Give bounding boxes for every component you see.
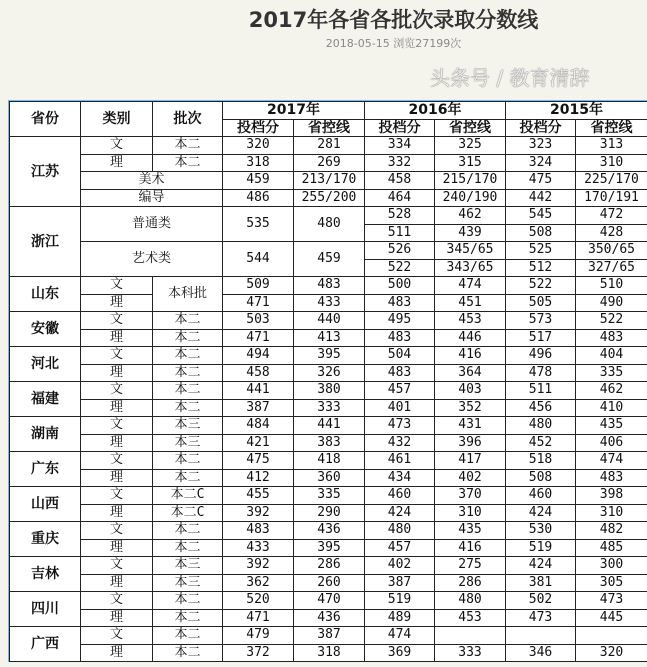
table-cell: 281 [294, 137, 365, 155]
table-cell: 320 [223, 137, 294, 155]
table-row [10, 644, 647, 662]
table-cell: 本二 [153, 364, 223, 382]
table-cell: 本二 [153, 312, 223, 330]
table-cell: 483 [223, 522, 294, 540]
table-cell: 473 [365, 417, 435, 435]
table-cell: 352 [435, 399, 506, 417]
header-control-line: 省控线 [576, 119, 647, 137]
table-cell: 305 [576, 574, 647, 592]
province-cell: 山西 [10, 487, 81, 522]
header-year-2015: 2015年 [506, 102, 647, 120]
table-cell: 本二 [153, 522, 223, 540]
table-cell: 535 [223, 207, 294, 242]
table-cell: 315 [435, 154, 506, 172]
table-cell: 436 [294, 609, 365, 627]
table-cell: 艺术类 [81, 242, 223, 277]
table-cell: 479 [223, 627, 294, 645]
table-cell: 本二 [153, 592, 223, 610]
table-cell: 424 [506, 557, 576, 575]
table-cell: 505 [506, 294, 576, 312]
table-cell: 310 [435, 504, 506, 522]
table-cell: 文 [81, 277, 153, 295]
table-cell: 本二 [153, 469, 223, 487]
table-cell: 326 [294, 364, 365, 382]
table-cell: 511 [506, 382, 576, 400]
table-cell: 260 [294, 574, 365, 592]
article-title: 2017年各省各批次录取分数线 [248, 8, 539, 32]
table-cell: 522 [576, 312, 647, 330]
table-cell: 335 [294, 487, 365, 505]
table-cell: 本二 [153, 382, 223, 400]
table-cell: 文 [81, 312, 153, 330]
table-cell: 459 [294, 242, 365, 277]
province-cell: 浙江 [10, 207, 81, 277]
table-cell: 441 [294, 417, 365, 435]
table-cell: 435 [435, 522, 506, 540]
province-cell: 重庆 [10, 522, 81, 557]
table-cell: 404 [576, 347, 647, 365]
table-cell: 美术 [81, 172, 223, 190]
watermark: 头条号 / 教育清辞 [430, 66, 590, 90]
province-cell: 广东 [10, 452, 81, 487]
header-row [10, 102, 647, 120]
table-cell: 理 [81, 644, 153, 662]
table-cell: 456 [506, 399, 576, 417]
table-cell: 本二 [153, 452, 223, 470]
table-cell: 333 [294, 399, 365, 417]
table-cell: 本二 [153, 329, 223, 347]
table-cell: 413 [294, 329, 365, 347]
table-cell: 普通类 [81, 207, 223, 242]
table-cell: 364 [435, 364, 506, 382]
table-row [10, 172, 647, 190]
table-cell: 225/170 [576, 172, 647, 190]
province-cell: 湖南 [10, 417, 81, 452]
header-admission-score: 投档分 [223, 119, 294, 137]
table-row [10, 399, 647, 417]
table-row [10, 487, 647, 505]
table-cell: 文 [81, 592, 153, 610]
table-cell: 440 [294, 312, 365, 330]
table-cell: 170/191 [576, 189, 647, 207]
table-cell: 理 [81, 154, 153, 172]
table-cell: 480 [294, 207, 365, 242]
table-row [10, 207, 647, 225]
table-row [10, 137, 647, 155]
table-cell: 473 [576, 592, 647, 610]
table-row [10, 242, 647, 260]
table-cell: 517 [506, 329, 576, 347]
table-cell: 310 [576, 154, 647, 172]
table-cell: 323 [506, 137, 576, 155]
table-cell: 486 [223, 189, 294, 207]
table-cell: 编导 [81, 189, 223, 207]
table-cell: 473 [506, 609, 576, 627]
table-row [10, 329, 647, 347]
header-batch: 批次 [153, 102, 223, 137]
table-row [10, 609, 647, 627]
header-control-line: 省控线 [435, 119, 506, 137]
table-cell: 458 [365, 172, 435, 190]
table-row [10, 452, 647, 470]
table-cell: 334 [365, 137, 435, 155]
table-cell: 483 [365, 294, 435, 312]
province-cell: 福建 [10, 382, 81, 417]
table-cell: 理 [81, 539, 153, 557]
table-cell: 372 [223, 644, 294, 662]
table-cell: 483 [365, 364, 435, 382]
table-row [10, 277, 647, 295]
table-cell: 482 [576, 522, 647, 540]
header-admission-score: 投档分 [365, 119, 435, 137]
table-cell: 494 [223, 347, 294, 365]
score-table-container [8, 100, 647, 662]
province-cell: 江苏 [10, 137, 81, 207]
table-cell: 480 [506, 417, 576, 435]
table-cell: 424 [506, 504, 576, 522]
table-cell: 文 [81, 417, 153, 435]
table-cell: 402 [365, 557, 435, 575]
table-cell: 483 [294, 277, 365, 295]
table-cell: 435 [576, 417, 647, 435]
table-cell: 475 [506, 172, 576, 190]
table-cell: 431 [435, 417, 506, 435]
table-cell: 本二 [153, 609, 223, 627]
table-cell: 500 [365, 277, 435, 295]
table-cell: 理 [81, 399, 153, 417]
table-cell: 475 [223, 452, 294, 470]
table-row [10, 557, 647, 575]
table-row [10, 347, 647, 365]
table-cell: 理 [81, 294, 153, 312]
table-row [10, 574, 647, 592]
table-cell: 460 [506, 487, 576, 505]
table-cell: 362 [223, 574, 294, 592]
table-cell: 369 [365, 644, 435, 662]
table-cell: 457 [365, 539, 435, 557]
table-cell: 本二 [153, 399, 223, 417]
table-cell: 412 [223, 469, 294, 487]
table-cell: 345/65 [435, 242, 506, 260]
table-cell: 325 [435, 137, 506, 155]
table-cell: 480 [435, 592, 506, 610]
table-cell: 290 [294, 504, 365, 522]
table-cell: 213/170 [294, 172, 365, 190]
table-cell: 485 [576, 539, 647, 557]
table-cell: 483 [576, 329, 647, 347]
table-cell: 文 [81, 627, 153, 645]
table-cell: 402 [435, 469, 506, 487]
table-cell: 522 [365, 259, 435, 277]
table-cell: 496 [506, 347, 576, 365]
table-cell: 478 [506, 364, 576, 382]
table-cell: 320 [576, 644, 647, 662]
table-cell: 310 [576, 504, 647, 522]
table-cell: 525 [506, 242, 576, 260]
table-row [10, 417, 647, 435]
table-cell: 文 [81, 487, 153, 505]
table-cell: 本三 [153, 574, 223, 592]
table-cell: 本二 [153, 644, 223, 662]
header-year-2016: 2016年 [365, 102, 506, 120]
table-cell: 459 [223, 172, 294, 190]
table-cell: 460 [365, 487, 435, 505]
table-cell: 441 [223, 382, 294, 400]
table-cell: 458 [223, 364, 294, 382]
table-cell: 446 [435, 329, 506, 347]
table-cell: 452 [506, 434, 576, 452]
table-cell: 383 [294, 434, 365, 452]
table-body [10, 137, 647, 662]
table-cell: 470 [294, 592, 365, 610]
table-cell: 370 [435, 487, 506, 505]
table-cell: 418 [294, 452, 365, 470]
table-cell: 本三 [153, 417, 223, 435]
table-cell: 本科批 [153, 277, 223, 312]
article-meta: 2018-05-15 浏览27199次 [325, 37, 462, 50]
table-cell: 417 [435, 452, 506, 470]
table-cell: 文 [81, 347, 153, 365]
table-cell: 387 [294, 627, 365, 645]
table-cell: 428 [576, 224, 647, 242]
table-cell: 文 [81, 137, 153, 155]
table-cell: 511 [365, 224, 435, 242]
table-cell: 474 [365, 627, 435, 645]
table-cell: 451 [435, 294, 506, 312]
table-cell: 324 [506, 154, 576, 172]
table-cell: 文 [81, 522, 153, 540]
table-cell: 395 [294, 539, 365, 557]
table-cell: 理 [81, 364, 153, 382]
header-year-2017: 2017年 [223, 102, 365, 120]
table-cell: 512 [506, 259, 576, 277]
table-cell: 434 [365, 469, 435, 487]
table-cell: 410 [576, 399, 647, 417]
table-cell: 文 [81, 452, 153, 470]
table-cell: 本二 [153, 627, 223, 645]
table-cell: 503 [223, 312, 294, 330]
table-cell: 528 [365, 207, 435, 225]
table-cell: 360 [294, 469, 365, 487]
table-cell: 453 [435, 312, 506, 330]
table-cell: 509 [223, 277, 294, 295]
table-cell: 本二C [153, 504, 223, 522]
table-cell: 526 [365, 242, 435, 260]
table-cell: 439 [435, 224, 506, 242]
table-cell: 本三 [153, 434, 223, 452]
table-cell: 424 [365, 504, 435, 522]
table-cell: 518 [506, 452, 576, 470]
table-cell: 318 [223, 154, 294, 172]
table-cell: 381 [506, 574, 576, 592]
table-cell: 346 [506, 644, 576, 662]
table-cell: 495 [365, 312, 435, 330]
header-type: 类别 [81, 102, 153, 137]
table-cell: 453 [435, 609, 506, 627]
header-province: 省份 [10, 102, 81, 137]
table-cell: 432 [365, 434, 435, 452]
table-cell: 471 [223, 329, 294, 347]
table-row [10, 294, 647, 312]
table-cell: 本二 [153, 154, 223, 172]
table-cell: 464 [365, 189, 435, 207]
table-cell: 508 [506, 469, 576, 487]
table-cell: 343/65 [435, 259, 506, 277]
table-cell: 471 [223, 294, 294, 312]
table-cell: 理 [81, 609, 153, 627]
table-cell: 387 [223, 399, 294, 417]
table-cell: 335 [576, 364, 647, 382]
table-cell [435, 627, 506, 645]
table-cell: 396 [435, 434, 506, 452]
table-row [10, 189, 647, 207]
table-cell: 510 [576, 277, 647, 295]
table-cell: 573 [506, 312, 576, 330]
table-cell: 401 [365, 399, 435, 417]
table-row [10, 504, 647, 522]
table-row [10, 382, 647, 400]
table-cell: 300 [576, 557, 647, 575]
province-cell: 河北 [10, 347, 81, 382]
table-cell: 461 [365, 452, 435, 470]
table-cell: 545 [506, 207, 576, 225]
table-cell: 395 [294, 347, 365, 365]
table-cell: 403 [435, 382, 506, 400]
table-cell: 380 [294, 382, 365, 400]
table-row [10, 434, 647, 452]
table-row [10, 312, 647, 330]
table-cell: 理 [81, 469, 153, 487]
table-cell: 472 [576, 207, 647, 225]
table-cell: 269 [294, 154, 365, 172]
table-cell: 442 [506, 189, 576, 207]
province-cell: 安徽 [10, 312, 81, 347]
table-cell: 333 [435, 644, 506, 662]
table-cell: 理 [81, 574, 153, 592]
table-cell: 471 [223, 609, 294, 627]
table-row [10, 627, 647, 645]
province-cell: 山东 [10, 277, 81, 312]
province-cell: 四川 [10, 592, 81, 627]
table-cell: 275 [435, 557, 506, 575]
table-row [10, 154, 647, 172]
table-cell: 502 [506, 592, 576, 610]
table-cell: 本二C [153, 487, 223, 505]
table-cell: 350/65 [576, 242, 647, 260]
table-cell [576, 627, 647, 645]
table-cell: 462 [576, 382, 647, 400]
table-row [10, 522, 647, 540]
header-admission-score: 投档分 [506, 119, 576, 137]
table-cell: 286 [435, 574, 506, 592]
table-cell: 313 [576, 137, 647, 155]
table-cell: 480 [365, 522, 435, 540]
province-cell: 广西 [10, 627, 81, 662]
province-cell: 吉林 [10, 557, 81, 592]
table-cell: 286 [294, 557, 365, 575]
table-cell: 本二 [153, 539, 223, 557]
table-cell: 理 [81, 434, 153, 452]
table-cell: 455 [223, 487, 294, 505]
table-cell: 416 [435, 539, 506, 557]
table-cell: 398 [576, 487, 647, 505]
table-cell: 433 [294, 294, 365, 312]
table-cell: 445 [576, 609, 647, 627]
table-row [10, 592, 647, 610]
table-cell: 332 [365, 154, 435, 172]
table-cell: 457 [365, 382, 435, 400]
table-cell: 508 [506, 224, 576, 242]
table-cell: 387 [365, 574, 435, 592]
table-cell: 理 [81, 329, 153, 347]
table-cell: 327/65 [576, 259, 647, 277]
table-row [10, 539, 647, 557]
table-cell: 392 [223, 504, 294, 522]
table-cell: 392 [223, 557, 294, 575]
table-cell: 本二 [153, 137, 223, 155]
table-cell: 484 [223, 417, 294, 435]
header-control-line: 省控线 [294, 119, 365, 137]
table-cell: 483 [576, 469, 647, 487]
table-cell: 本三 [153, 557, 223, 575]
table-row [10, 364, 647, 382]
table-cell: 本二 [153, 347, 223, 365]
table-cell: 文 [81, 557, 153, 575]
table-cell: 519 [365, 592, 435, 610]
table-cell: 255/200 [294, 189, 365, 207]
table-cell: 483 [365, 329, 435, 347]
table-row [10, 469, 647, 487]
table-cell: 522 [506, 277, 576, 295]
table-cell: 462 [435, 207, 506, 225]
table-cell: 433 [223, 539, 294, 557]
table-cell: 436 [294, 522, 365, 540]
table-cell: 理 [81, 504, 153, 522]
table-cell: 474 [576, 452, 647, 470]
table-cell: 544 [223, 242, 294, 277]
table-cell: 421 [223, 434, 294, 452]
table-cell: 504 [365, 347, 435, 365]
table-cell: 416 [435, 347, 506, 365]
table-cell [506, 627, 576, 645]
table-cell: 520 [223, 592, 294, 610]
table-cell: 406 [576, 434, 647, 452]
table-cell: 490 [576, 294, 647, 312]
score-table [9, 101, 647, 662]
table-cell: 318 [294, 644, 365, 662]
table-cell: 530 [506, 522, 576, 540]
table-cell: 文 [81, 382, 153, 400]
table-cell: 474 [435, 277, 506, 295]
table-cell: 489 [365, 609, 435, 627]
table-cell: 215/170 [435, 172, 506, 190]
table-cell: 519 [506, 539, 576, 557]
table-cell: 240/190 [435, 189, 506, 207]
